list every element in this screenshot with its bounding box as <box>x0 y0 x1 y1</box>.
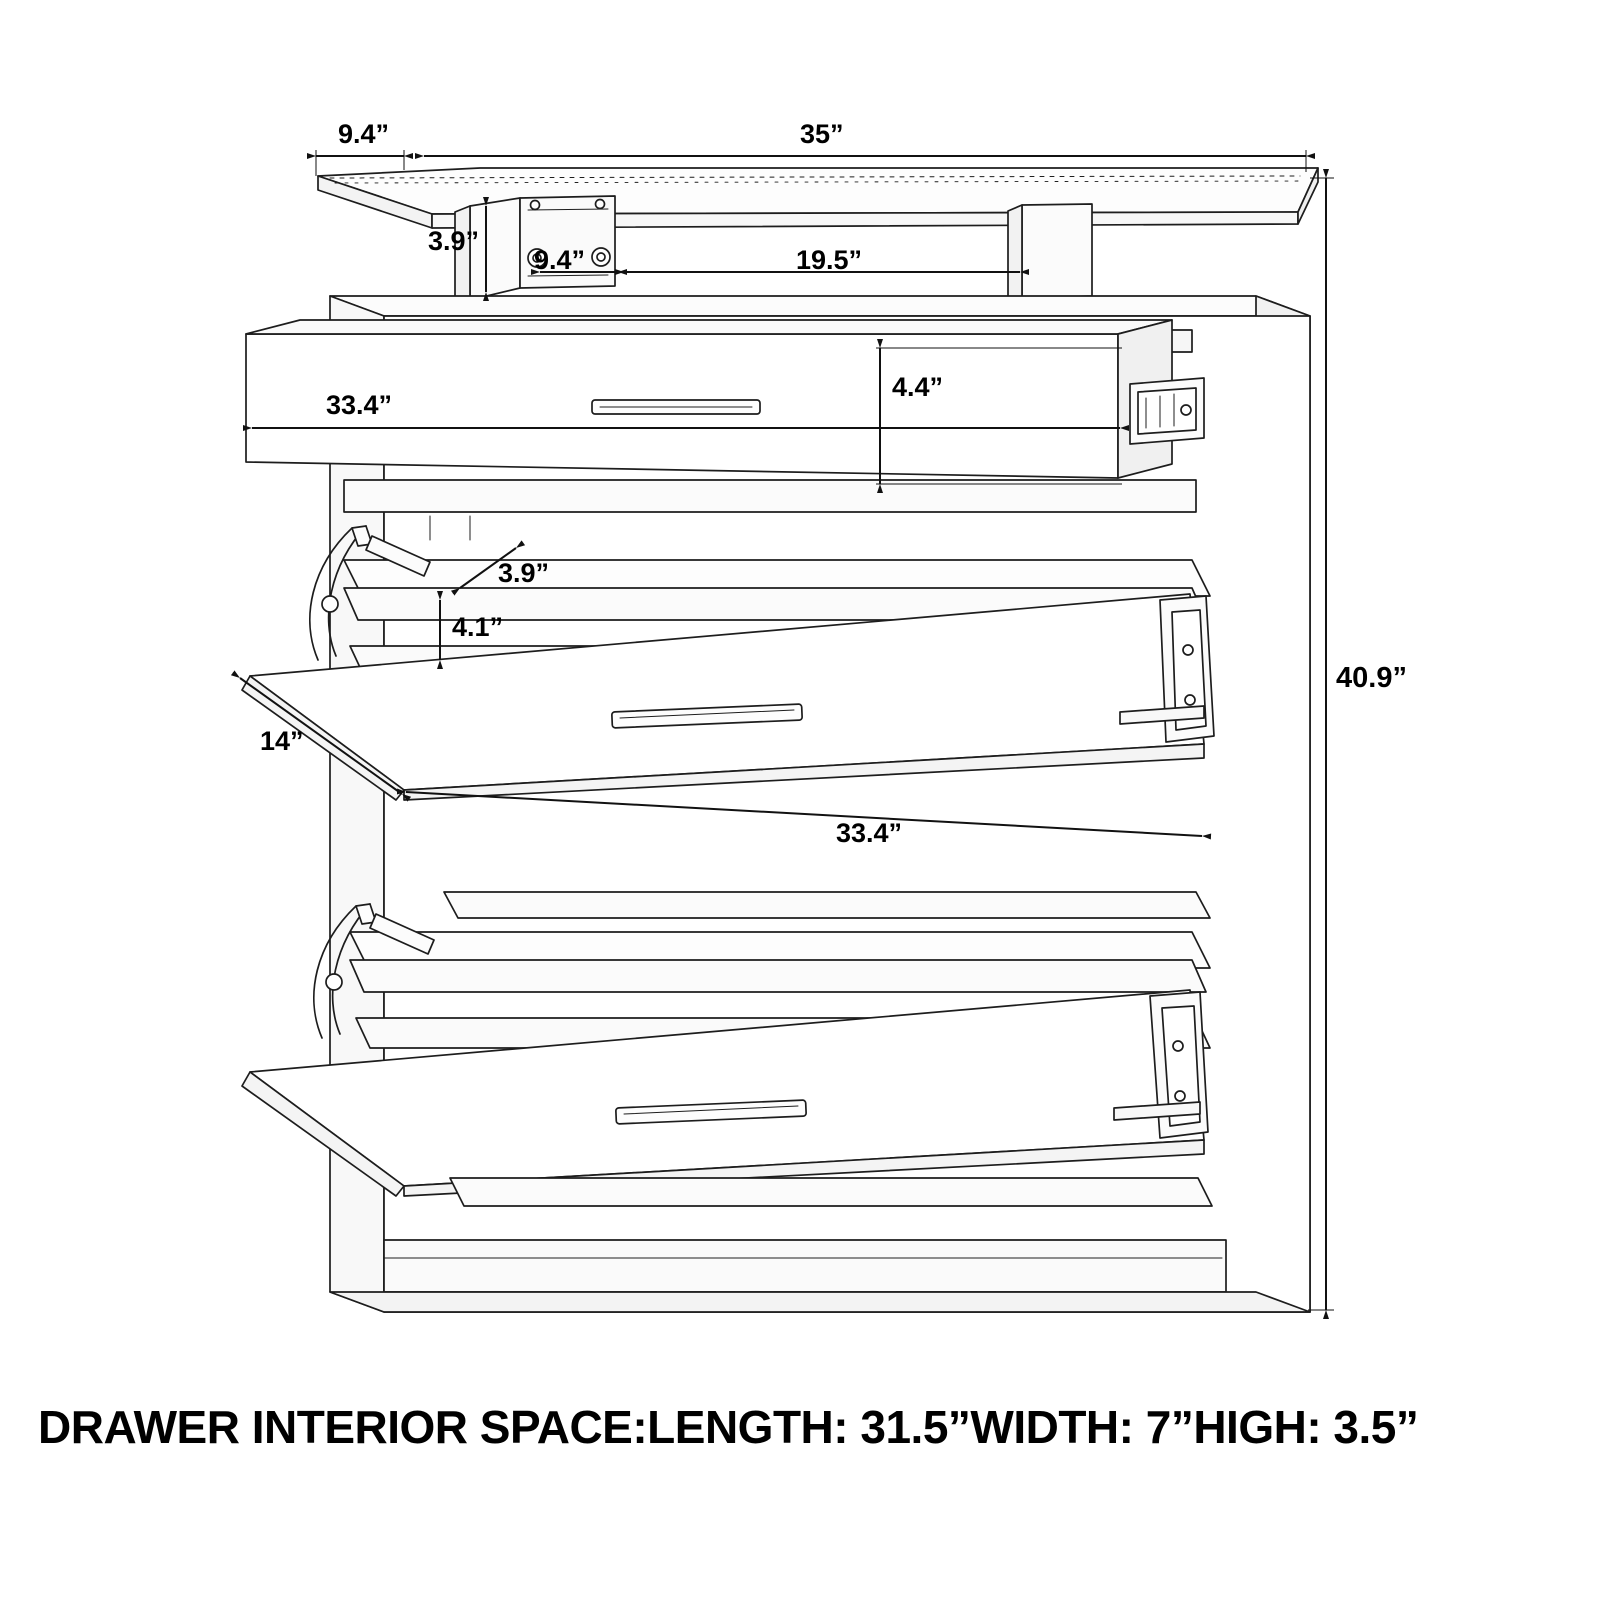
dim-label-top-depth: 9.4” <box>338 119 390 149</box>
dim-label-drawer-height: 4.4” <box>892 372 944 402</box>
dim-label-drawer-width: 33.4” <box>326 390 393 420</box>
dim-label-flap-width: 33.4” <box>836 818 903 848</box>
drawer-interior-space-caption <box>38 1400 1568 1454</box>
dim-label-riser-depth: 9.4” <box>534 245 586 275</box>
caption-prefix: DRAWER INTERIOR SPACE: <box>38 1401 648 1453</box>
dim-label-shoe-slot-depth: 3.9” <box>498 558 550 588</box>
caption-width: WIDTH: 7” <box>970 1401 1194 1453</box>
cabinet-body-group <box>242 168 1318 1312</box>
dim-label-open-shelf-width: 19.5” <box>796 245 863 275</box>
top-drawer <box>246 320 1204 540</box>
caption-high: HIGH: 3.5” <box>1193 1401 1419 1453</box>
dim-label-flap-depth: 14” <box>260 726 304 756</box>
caption-length: LENGTH: 31.5” <box>647 1401 971 1453</box>
dim-label-top-width: 35” <box>800 119 844 149</box>
dim-label-shoe-slot-height: 4.1” <box>452 612 504 642</box>
dim-label-riser-height: 3.9” <box>428 226 480 256</box>
dim-label-total-height: 40.9” <box>1336 662 1407 694</box>
